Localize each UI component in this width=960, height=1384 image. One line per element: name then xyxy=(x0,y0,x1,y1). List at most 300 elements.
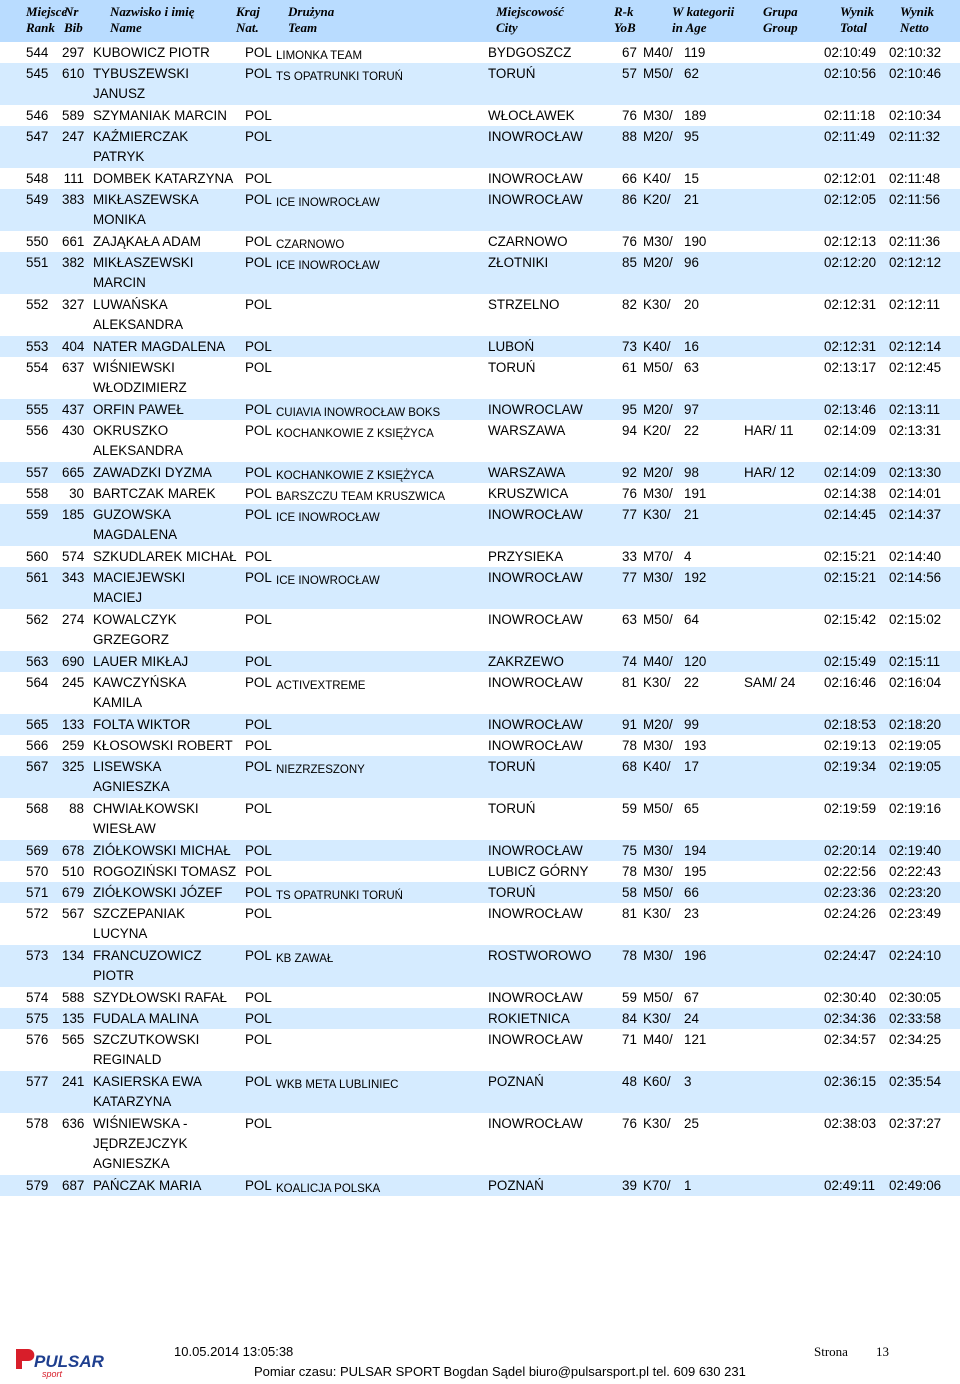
name-line: SZKUDLAREK MICHAŁ xyxy=(93,549,237,564)
category-cell: K40/ xyxy=(643,339,671,354)
name-cell xyxy=(93,988,243,1008)
results-table xyxy=(0,42,960,1196)
age-rank-cell: 194 xyxy=(684,843,707,858)
netto-time-cell: 02:12:11 xyxy=(889,297,941,312)
yob-cell: 85 xyxy=(622,255,637,270)
rank-cell: 565 xyxy=(26,717,49,732)
table-row xyxy=(0,420,960,462)
category-cell: M20/ xyxy=(643,402,673,417)
city-cell: INOWROCLAW xyxy=(488,402,583,417)
nat-cell: POL xyxy=(245,171,272,186)
yob-cell: 84 xyxy=(622,1011,637,1026)
yob-cell: 71 xyxy=(622,1032,637,1047)
yob-cell: 61 xyxy=(622,360,637,375)
name-cell xyxy=(93,862,243,882)
category-cell: M30/ xyxy=(643,738,673,753)
nat-cell: POL xyxy=(245,549,272,564)
name-cell xyxy=(93,253,243,293)
table-row xyxy=(0,168,960,189)
name-line: NATER MAGDALENA xyxy=(93,339,226,354)
city-cell: POZNAŃ xyxy=(488,1074,544,1089)
nat-cell: POL xyxy=(245,234,272,249)
city-cell: INOWROCŁAW xyxy=(488,507,583,522)
netto-time-cell: 02:12:14 xyxy=(889,339,942,354)
rank-cell: 573 xyxy=(26,948,49,963)
netto-time-cell: 02:13:11 xyxy=(889,402,941,417)
yob-cell: 95 xyxy=(622,402,637,417)
table-row xyxy=(0,714,960,735)
table-row xyxy=(0,672,960,714)
bib-cell: 574 xyxy=(62,549,85,564)
rank-cell: 547 xyxy=(26,129,49,144)
category-cell: M30/ xyxy=(643,864,673,879)
netto-time-cell: 02:19:40 xyxy=(889,843,942,858)
age-rank-cell: 66 xyxy=(684,885,699,900)
table-row xyxy=(0,1008,960,1029)
age-rank-cell: 25 xyxy=(684,1116,699,1131)
netto-time-cell: 02:13:31 xyxy=(889,423,942,438)
name-line: SZCZUTKOWSKI xyxy=(93,1032,200,1047)
name-line: WIŚNIEWSKI xyxy=(93,360,175,375)
city-cell: INOWROCŁAW xyxy=(488,171,583,186)
table-row xyxy=(0,399,960,420)
age-rank-cell: 1 xyxy=(684,1178,692,1193)
table-row xyxy=(0,357,960,399)
rank-cell: 559 xyxy=(26,507,49,522)
name-line: GUZOWSKA xyxy=(93,507,172,522)
team-cell: KB ZAWAŁ xyxy=(276,953,334,965)
total-time-cell: 02:22:56 xyxy=(824,864,877,879)
name-cell xyxy=(93,1030,243,1070)
bib-cell: 687 xyxy=(62,1178,85,1193)
rank-cell: 544 xyxy=(26,45,49,60)
city-cell: INOWROCŁAW xyxy=(488,129,583,144)
total-time-cell: 02:12:01 xyxy=(824,171,877,186)
name-line: KASIERSKA EWA xyxy=(93,1074,202,1089)
rank-cell: 563 xyxy=(26,654,49,669)
category-cell: K30/ xyxy=(643,906,671,921)
nat-cell: POL xyxy=(245,1074,272,1089)
team-cell: NIEZRZESZONY xyxy=(276,764,365,776)
age-rank-cell: 62 xyxy=(684,66,699,81)
bib-cell: 665 xyxy=(62,465,85,480)
age-rank-cell: 21 xyxy=(684,507,699,522)
total-time-cell: 02:11:18 xyxy=(824,108,876,123)
yob-cell: 94 xyxy=(622,423,637,438)
netto-time-cell: 02:34:25 xyxy=(889,1032,942,1047)
team-cell: BARSZCZU TEAM KRUSZWICA xyxy=(276,491,446,503)
table-row xyxy=(0,231,960,252)
total-time-cell: 02:15:49 xyxy=(824,654,877,669)
total-time-cell: 02:14:09 xyxy=(824,423,877,438)
name-cell xyxy=(93,652,243,672)
netto-time-cell: 02:18:20 xyxy=(889,717,942,732)
total-time-cell: 02:34:57 xyxy=(824,1032,877,1047)
name-line: KOWALCZYK xyxy=(93,612,177,627)
bib-cell: 245 xyxy=(62,675,85,690)
netto-time-cell: 02:10:32 xyxy=(889,45,942,60)
city-cell: ZAKRZEWO xyxy=(488,654,564,669)
city-cell: INOWROCŁAW xyxy=(488,1032,583,1047)
netto-time-cell: 02:19:05 xyxy=(889,738,942,753)
netto-time-cell: 02:23:20 xyxy=(889,885,942,900)
total-time-cell: 02:15:42 xyxy=(824,612,877,627)
rank-cell: 550 xyxy=(26,234,49,249)
yob-cell: 75 xyxy=(622,843,637,858)
netto-time-cell: 02:14:37 xyxy=(889,507,942,522)
team-cell: ICE INOWROCŁAW xyxy=(276,575,380,587)
total-time-cell: 02:14:09 xyxy=(824,465,877,480)
table-row xyxy=(0,882,960,903)
name-cell xyxy=(93,1009,243,1029)
category-cell: M20/ xyxy=(643,465,673,480)
name-cell xyxy=(93,673,243,713)
bib-cell: 679 xyxy=(62,885,85,900)
total-time-cell: 02:20:14 xyxy=(824,843,877,858)
yob-cell: 57 xyxy=(622,66,637,81)
total-time-cell: 02:19:13 xyxy=(824,738,877,753)
nat-cell: POL xyxy=(245,801,272,816)
team-cell: ICE INOWROCŁAW xyxy=(276,512,380,524)
header-group: Grupa Group xyxy=(763,4,798,35)
name-line: KAŹMIERCZAK xyxy=(93,129,189,144)
name-cell xyxy=(93,946,243,986)
total-time-cell: 02:12:20 xyxy=(824,255,877,270)
rank-cell: 552 xyxy=(26,297,49,312)
yob-cell: 59 xyxy=(622,801,637,816)
yob-cell: 77 xyxy=(622,570,637,585)
rank-cell: 548 xyxy=(26,171,49,186)
name-cell xyxy=(93,715,243,735)
city-cell: INOWROCŁAW xyxy=(488,1116,583,1131)
category-cell: K20/ xyxy=(643,423,671,438)
age-rank-cell: 96 xyxy=(684,255,699,270)
nat-cell: POL xyxy=(245,759,272,774)
netto-time-cell: 02:11:56 xyxy=(889,192,941,207)
name-line: CHWIAŁKOWSKI xyxy=(93,801,199,816)
rank-cell: 555 xyxy=(26,402,49,417)
city-cell: INOWROCŁAW xyxy=(488,843,583,858)
nat-cell: POL xyxy=(245,45,272,60)
table-row xyxy=(0,63,960,105)
city-cell: TORUŃ xyxy=(488,801,536,816)
rank-cell: 553 xyxy=(26,339,49,354)
category-cell: M30/ xyxy=(643,108,673,123)
netto-time-cell: 02:15:02 xyxy=(889,612,942,627)
age-rank-cell: 99 xyxy=(684,717,699,732)
city-cell: WARSZAWA xyxy=(488,423,566,438)
age-rank-cell: 22 xyxy=(684,423,699,438)
name-cell xyxy=(93,169,243,189)
rank-cell: 545 xyxy=(26,66,49,81)
age-rank-cell: 24 xyxy=(684,1011,699,1026)
rank-cell: 561 xyxy=(26,570,49,585)
age-rank-cell: 97 xyxy=(684,402,699,417)
yob-cell: 67 xyxy=(622,45,637,60)
team-cell: CUIAVIA INOWROCŁAW BOKS xyxy=(276,407,441,419)
nat-cell: POL xyxy=(245,843,272,858)
name-line: LAUER MIKŁAJ xyxy=(93,654,189,669)
name-line: PAŃCZAK MARIA xyxy=(93,1178,202,1193)
category-cell: K70/ xyxy=(643,1178,671,1193)
city-cell: INOWROCŁAW xyxy=(488,570,583,585)
name-line: KUBOWICZ PIOTR xyxy=(93,45,210,60)
team-cell: TS OPATRUNKI TORUŃ xyxy=(276,890,403,902)
name-cell xyxy=(93,1072,243,1112)
name-cell xyxy=(93,610,243,650)
team-cell: CZARNOWO xyxy=(276,239,345,251)
total-time-cell: 02:10:56 xyxy=(824,66,877,81)
total-time-cell: 02:16:46 xyxy=(824,675,877,690)
table-row xyxy=(0,735,960,756)
name-cell xyxy=(93,736,243,756)
nat-cell: POL xyxy=(245,66,272,81)
netto-time-cell: 02:33:58 xyxy=(889,1011,942,1026)
yob-cell: 76 xyxy=(622,234,637,249)
total-time-cell: 02:24:47 xyxy=(824,948,877,963)
name-line: AGNIESZKA xyxy=(93,1156,170,1171)
nat-cell: POL xyxy=(245,654,272,669)
name-line: BARTCZAK MAREK xyxy=(93,486,216,501)
city-cell: INOWROCŁAW xyxy=(488,906,583,921)
name-line: LUWAŃSKA xyxy=(93,297,168,312)
age-rank-cell: 196 xyxy=(684,948,707,963)
age-rank-cell: 189 xyxy=(684,108,707,123)
name-line: MAGDALENA xyxy=(93,527,178,542)
nat-cell: POL xyxy=(245,1116,272,1131)
category-cell: M50/ xyxy=(643,990,673,1005)
city-cell: TORUŃ xyxy=(488,885,536,900)
bib-cell: 690 xyxy=(62,654,85,669)
total-time-cell: 02:34:36 xyxy=(824,1011,877,1026)
bib-cell: 88 xyxy=(69,801,84,816)
logo-subtext: sport xyxy=(42,1369,63,1379)
name-line: MIKŁASZEWSKI xyxy=(93,255,194,270)
team-cell: ICE INOWROCŁAW xyxy=(276,260,380,272)
yob-cell: 92 xyxy=(622,465,637,480)
rank-cell: 558 xyxy=(26,486,49,501)
age-rank-cell: 95 xyxy=(684,129,699,144)
yob-cell: 73 xyxy=(622,339,637,354)
nat-cell: POL xyxy=(245,948,272,963)
yob-cell: 77 xyxy=(622,507,637,522)
header-team: Drużyna Team xyxy=(288,4,335,35)
city-cell: BYDGOSZCZ xyxy=(488,45,572,60)
table-row xyxy=(0,462,960,483)
name-cell xyxy=(93,757,243,797)
nat-cell: POL xyxy=(245,1178,272,1193)
age-rank-cell: 63 xyxy=(684,360,699,375)
city-cell: POZNAŃ xyxy=(488,1178,544,1193)
name-line: LISEWSKA xyxy=(93,759,162,774)
table-row xyxy=(0,252,960,294)
bib-cell: 567 xyxy=(62,906,85,921)
total-time-cell: 02:14:45 xyxy=(824,507,877,522)
nat-cell: POL xyxy=(245,906,272,921)
rank-cell: 549 xyxy=(26,192,49,207)
city-cell: PRZYSIEKA xyxy=(488,549,564,564)
team-cell: ACTIVEXTREME xyxy=(276,680,366,692)
age-rank-cell: 20 xyxy=(684,297,699,312)
total-time-cell: 02:13:46 xyxy=(824,402,877,417)
nat-cell: POL xyxy=(245,192,272,207)
name-line: SZYMANIAK MARCIN xyxy=(93,108,227,123)
bib-cell: 610 xyxy=(62,66,85,81)
nat-cell: POL xyxy=(245,507,272,522)
table-row xyxy=(0,504,960,546)
name-line: AGNIESZKA xyxy=(93,779,170,794)
name-line: MARCIN xyxy=(93,275,146,290)
age-rank-cell: 16 xyxy=(684,339,699,354)
total-time-cell: 02:15:21 xyxy=(824,570,877,585)
bib-cell: 297 xyxy=(62,45,85,60)
age-rank-cell: 3 xyxy=(684,1074,692,1089)
name-line: WIESŁAW xyxy=(93,821,156,836)
name-cell xyxy=(93,484,243,504)
nat-cell: POL xyxy=(245,675,272,690)
netto-time-cell: 02:13:30 xyxy=(889,465,942,480)
nat-cell: POL xyxy=(245,570,272,585)
category-cell: M40/ xyxy=(643,1032,673,1047)
name-line: DOMBEK KATARZYNA xyxy=(93,171,234,186)
netto-time-cell: 02:14:56 xyxy=(889,570,942,585)
category-cell: M50/ xyxy=(643,360,673,375)
category-cell: M30/ xyxy=(643,486,673,501)
table-row xyxy=(0,861,960,882)
bib-cell: 185 xyxy=(62,507,85,522)
city-cell: LUBICZ GÓRNY xyxy=(488,864,589,879)
page-number: 13 xyxy=(876,1344,889,1359)
netto-time-cell: 02:35:54 xyxy=(889,1074,942,1089)
rank-cell: 572 xyxy=(26,906,49,921)
bib-cell: 637 xyxy=(62,360,85,375)
yob-cell: 76 xyxy=(622,108,637,123)
age-rank-cell: 191 xyxy=(684,486,707,501)
name-line: FUDALA MALINA xyxy=(93,1011,199,1026)
header-total: Wynik Total xyxy=(840,4,874,35)
city-cell: ROSTWOROWO xyxy=(488,948,592,963)
bib-cell: 588 xyxy=(62,990,85,1005)
netto-time-cell: 02:37:27 xyxy=(889,1116,942,1131)
table-row xyxy=(0,567,960,609)
name-line: ZAJĄKAŁA ADAM xyxy=(93,234,201,249)
table-row xyxy=(0,294,960,336)
name-line: KAWCZYŃSKA xyxy=(93,675,187,690)
name-cell xyxy=(93,358,243,398)
name-line: SZCZEPANIAK xyxy=(93,906,186,921)
bib-cell: 259 xyxy=(62,738,85,753)
category-cell: M50/ xyxy=(643,66,673,81)
yob-cell: 63 xyxy=(622,612,637,627)
total-time-cell: 02:15:21 xyxy=(824,549,877,564)
table-row xyxy=(0,651,960,672)
city-cell: TORUŃ xyxy=(488,360,536,375)
table-row xyxy=(0,336,960,357)
total-time-cell: 02:19:59 xyxy=(824,801,877,816)
name-cell xyxy=(93,232,243,252)
name-cell xyxy=(93,127,243,167)
table-row xyxy=(0,840,960,861)
yob-cell: 39 xyxy=(622,1178,637,1193)
name-cell xyxy=(93,421,243,461)
yob-cell: 48 xyxy=(622,1074,637,1089)
total-time-cell: 02:13:17 xyxy=(824,360,877,375)
netto-time-cell: 02:11:48 xyxy=(889,171,941,186)
name-line: JĘDRZEJCZYK xyxy=(93,1136,188,1151)
group-cell: HAR/ 12 xyxy=(744,465,795,480)
age-rank-cell: 121 xyxy=(684,1032,707,1047)
nat-cell: POL xyxy=(245,423,272,438)
rank-cell: 577 xyxy=(26,1074,49,1089)
name-line: KŁOSOWSKI ROBERT xyxy=(93,738,233,753)
table-row xyxy=(0,609,960,651)
name-line: KATARZYNA xyxy=(93,1094,172,1109)
table-row xyxy=(0,798,960,840)
page-label: Strona xyxy=(814,1344,848,1359)
netto-time-cell: 02:11:32 xyxy=(889,129,941,144)
rank-cell: 546 xyxy=(26,108,49,123)
name-cell xyxy=(93,463,243,483)
category-cell: M40/ xyxy=(643,654,673,669)
header-name: Nazwisko i imię Name xyxy=(110,4,195,35)
city-cell: ROKIETNICA xyxy=(488,1011,570,1026)
category-cell: M30/ xyxy=(643,843,673,858)
rank-cell: 568 xyxy=(26,801,49,816)
name-line: ZIÓŁKOWSKI MICHAŁ xyxy=(93,843,231,858)
category-cell: M30/ xyxy=(643,948,673,963)
name-cell xyxy=(93,904,243,944)
header-city: Miejscowość City xyxy=(496,4,564,35)
table-row xyxy=(0,42,960,63)
category-cell: M20/ xyxy=(643,129,673,144)
total-time-cell: 02:23:36 xyxy=(824,885,877,900)
city-cell: ZŁOTNIKI xyxy=(488,255,549,270)
table-row xyxy=(0,1029,960,1071)
rank-cell: 554 xyxy=(26,360,49,375)
name-cell xyxy=(93,295,243,335)
netto-time-cell: 02:12:12 xyxy=(889,255,942,270)
netto-time-cell: 02:19:05 xyxy=(889,759,942,774)
rank-cell: 564 xyxy=(26,675,49,690)
nat-cell: POL xyxy=(245,738,272,753)
yob-cell: 81 xyxy=(622,906,637,921)
rank-cell: 560 xyxy=(26,549,49,564)
yob-cell: 78 xyxy=(622,864,637,879)
group-cell: SAM/ 24 xyxy=(744,675,796,690)
age-rank-cell: 64 xyxy=(684,612,699,627)
name-line: PIOTR xyxy=(93,968,134,983)
header-rank: Miejsce Rank xyxy=(26,4,68,35)
name-line: WŁODZIMIERZ xyxy=(93,380,187,395)
name-line: ROGOZIŃSKI TOMASZ xyxy=(93,864,237,879)
bib-cell: 134 xyxy=(62,948,85,963)
netto-time-cell: 02:14:01 xyxy=(889,486,942,501)
table-row xyxy=(0,1071,960,1113)
bib-cell: 678 xyxy=(62,843,85,858)
name-cell xyxy=(93,568,243,608)
netto-time-cell: 02:16:04 xyxy=(889,675,942,690)
total-time-cell: 02:36:15 xyxy=(824,1074,877,1089)
name-line: JANUSZ xyxy=(93,86,146,101)
name-line: ZIÓŁKOWSKI JÓZEF xyxy=(93,885,223,900)
city-cell: INOWROCŁAW xyxy=(488,192,583,207)
total-time-cell: 02:18:53 xyxy=(824,717,877,732)
netto-time-cell: 02:24:10 xyxy=(889,948,942,963)
name-cell xyxy=(93,1176,243,1196)
category-cell: M20/ xyxy=(643,255,673,270)
category-cell: M30/ xyxy=(643,234,673,249)
name-line: MONIKA xyxy=(93,212,146,227)
